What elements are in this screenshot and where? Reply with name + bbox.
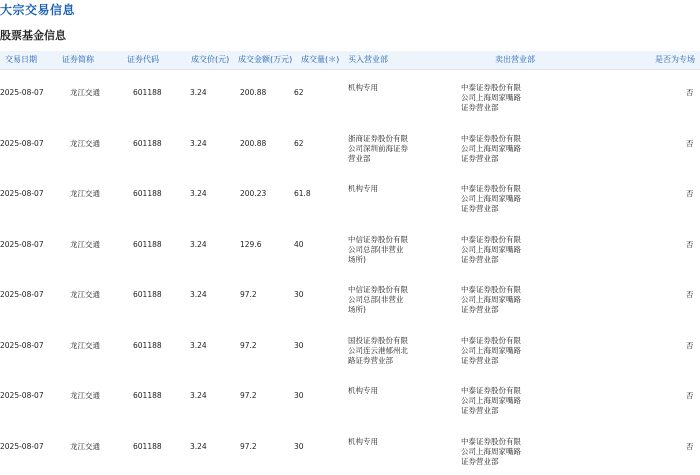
table-row[interactable] [0, 153, 700, 213]
cell-code: 601188 [133, 391, 162, 400]
cell-buyer: 浙商证券股份有限公司深圳前海证券营业部 [348, 133, 408, 163]
column-header-code[interactable]: 证券代码 [127, 55, 159, 64]
cell-price: 3.24 [190, 340, 207, 350]
cell-price: 3.24 [190, 88, 207, 97]
cell-price: 3.24 [190, 239, 207, 249]
table-row[interactable] [0, 103, 700, 163]
column-header-amount[interactable]: 成交金额(万元) [238, 55, 293, 64]
cell-code: 601188 [133, 138, 162, 148]
cell-special: 否 [686, 239, 694, 249]
cell-seller: 中泰证券股份有限公司上海周家嘴路证券营业部 [461, 234, 521, 264]
cell-amount: 97.2 [240, 290, 257, 299]
cell-special: 否 [686, 189, 694, 198]
cell-amount: 97.2 [240, 441, 257, 451]
column-header-special[interactable]: 是否为专场 [655, 55, 695, 64]
cell-code: 601188 [133, 340, 162, 350]
column-header-name[interactable]: 证券简称 [62, 55, 94, 64]
cell-volume: 62 [294, 88, 304, 97]
cell-amount: 200.88 [240, 138, 267, 148]
column-header-seller[interactable]: 卖出营业部 [495, 55, 535, 64]
cell-buyer: 机构专用 [348, 436, 378, 446]
cell-name: 龙江交通 [70, 290, 100, 299]
cell-date: 2025-08-07 [0, 88, 44, 97]
cell-seller: 中泰证券股份有限公司上海周家嘴路证券营业部 [461, 83, 521, 112]
cell-price: 3.24 [190, 138, 207, 148]
cell-date: 2025-08-07 [0, 290, 44, 299]
cell-date: 2025-08-07 [0, 138, 44, 148]
table-row[interactable] [0, 204, 700, 264]
cell-volume: 40 [294, 239, 304, 249]
page-title: 大宗交易信息 [0, 3, 76, 17]
cell-volume: 30 [294, 391, 304, 400]
cell-code: 601188 [133, 441, 162, 451]
table-row[interactable] [0, 52, 700, 112]
cell-special: 否 [686, 391, 694, 400]
cell-code: 601188 [133, 189, 162, 198]
cell-name: 龙江交通 [70, 441, 100, 451]
cell-name: 龙江交通 [70, 189, 100, 198]
cell-price: 3.24 [190, 290, 207, 299]
cell-amount: 129.6 [240, 239, 262, 249]
cell-name: 龙江交通 [70, 340, 100, 350]
cell-volume: 30 [294, 441, 304, 451]
section-title: 股票基金信息 [0, 29, 66, 42]
cell-special: 否 [686, 340, 694, 350]
table-row[interactable] [0, 355, 700, 415]
cell-volume: 30 [294, 340, 304, 350]
cell-date: 2025-08-07 [0, 239, 44, 249]
cell-seller: 中泰证券股份有限公司上海周家嘴路证券营业部 [461, 133, 521, 163]
cell-buyer: 中信证券股份有限公司总部(非营业场所) [348, 285, 408, 314]
cell-buyer: 机构专用 [348, 83, 378, 92]
cell-price: 3.24 [190, 441, 207, 451]
cell-special: 否 [686, 441, 694, 451]
cell-name: 龙江交通 [70, 138, 100, 148]
cell-special: 否 [686, 290, 694, 299]
cell-amount: 97.2 [240, 391, 257, 400]
cell-volume: 30 [294, 290, 304, 299]
cell-name: 龙江交通 [70, 239, 100, 249]
cell-special: 否 [686, 88, 694, 97]
table-row[interactable] [0, 254, 700, 314]
cell-buyer: 国投证券股份有限公司连云港郁州北路证券营业部 [348, 335, 408, 365]
cell-date: 2025-08-07 [0, 340, 44, 350]
column-header-volume[interactable]: 成交量(＊) [301, 55, 340, 64]
cell-seller: 中泰证券股份有限公司上海周家嘴路证券营业部 [461, 436, 521, 466]
column-header-date[interactable]: 交易日期 [5, 55, 37, 64]
cell-code: 601188 [133, 88, 162, 97]
cell-price: 3.24 [190, 189, 207, 198]
cell-code: 601188 [133, 239, 162, 249]
cell-seller: 中泰证券股份有限公司上海周家嘴路证券营业部 [461, 335, 521, 365]
cell-code: 601188 [133, 290, 162, 299]
cell-price: 3.24 [190, 391, 207, 400]
cell-name: 龙江交通 [70, 88, 100, 97]
cell-volume: 62 [294, 138, 304, 148]
column-header-price[interactable]: 成交价(元) [191, 55, 230, 64]
cell-amount: 200.88 [240, 88, 267, 97]
cell-amount: 200.23 [240, 189, 267, 198]
cell-buyer: 机构专用 [348, 184, 378, 193]
table-row[interactable] [0, 406, 700, 466]
column-header-buyer[interactable]: 买入营业部 [348, 55, 388, 64]
table-row[interactable] [0, 305, 700, 365]
cell-buyer: 机构专用 [348, 386, 378, 395]
cell-buyer: 中信证券股份有限公司总部(非营业场所) [348, 234, 408, 264]
cell-seller: 中泰证券股份有限公司上海周家嘴路证券营业部 [461, 184, 521, 213]
cell-name: 龙江交通 [70, 391, 100, 400]
cell-date: 2025-08-07 [0, 189, 44, 198]
cell-special: 否 [686, 138, 694, 148]
cell-date: 2025-08-07 [0, 391, 44, 400]
cell-amount: 97.2 [240, 340, 257, 350]
cell-date: 2025-08-07 [0, 441, 44, 451]
cell-seller: 中泰证券股份有限公司上海周家嘴路证券营业部 [461, 386, 521, 415]
cell-volume: 61.8 [294, 189, 311, 198]
cell-seller: 中泰证券股份有限公司上海周家嘴路证券营业部 [461, 285, 521, 314]
